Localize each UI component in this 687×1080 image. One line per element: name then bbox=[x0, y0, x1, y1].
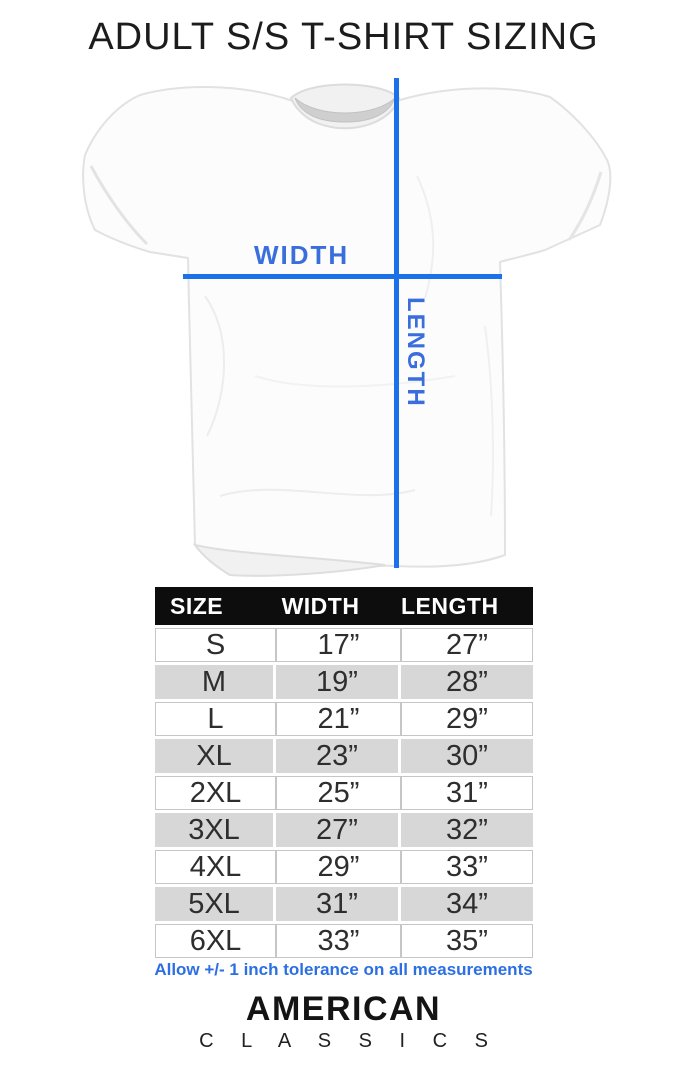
cell-width: 17” bbox=[276, 628, 401, 662]
cell-width: 19” bbox=[276, 665, 401, 699]
size-table bbox=[155, 584, 533, 961]
cell-length: 29” bbox=[401, 702, 533, 736]
cell-length: 32” bbox=[401, 813, 533, 847]
cell-length: 35” bbox=[401, 924, 533, 958]
brand-logo bbox=[0, 990, 687, 1053]
table-row bbox=[155, 813, 533, 847]
cell-length: 27” bbox=[401, 628, 533, 662]
table-row bbox=[155, 739, 533, 773]
header-width: WIDTH bbox=[276, 587, 401, 625]
brand-logo-line1: AMERICAN bbox=[245, 990, 442, 1028]
cell-width: 23” bbox=[276, 739, 401, 773]
cell-size: XL bbox=[155, 739, 276, 773]
tshirt-body bbox=[83, 87, 610, 575]
cell-size: 6XL bbox=[155, 924, 276, 958]
cell-width: 25” bbox=[276, 776, 401, 810]
cell-size: 2XL bbox=[155, 776, 276, 810]
cell-length: 33” bbox=[401, 850, 533, 884]
cell-length: 31” bbox=[401, 776, 533, 810]
page-title: ADULT S/S T-SHIRT SIZING bbox=[88, 16, 599, 58]
cell-width: 31” bbox=[276, 887, 401, 921]
table-row bbox=[155, 628, 533, 662]
width-label: WIDTH bbox=[254, 240, 350, 270]
table-row bbox=[155, 776, 533, 810]
size-table-body bbox=[155, 628, 533, 958]
width-measure-line bbox=[183, 274, 502, 279]
cell-width: 33” bbox=[276, 924, 401, 958]
header-size: SIZE bbox=[155, 587, 276, 625]
size-table-header bbox=[155, 587, 533, 625]
cell-length: 34” bbox=[401, 887, 533, 921]
brand-logo-line2: C L A S S I C S bbox=[199, 1030, 499, 1052]
table-row bbox=[155, 850, 533, 884]
table-row bbox=[155, 887, 533, 921]
header-length: LENGTH bbox=[401, 587, 533, 625]
length-measure-line bbox=[394, 78, 399, 568]
table-row bbox=[155, 924, 533, 958]
table-row bbox=[155, 665, 533, 699]
cell-width: 27” bbox=[276, 813, 401, 847]
cell-width: 29” bbox=[276, 850, 401, 884]
cell-width: 21” bbox=[276, 702, 401, 736]
cell-size: 4XL bbox=[155, 850, 276, 884]
header-row bbox=[155, 587, 533, 625]
cell-size: L bbox=[155, 702, 276, 736]
cell-length: 30” bbox=[401, 739, 533, 773]
cell-size: 5XL bbox=[155, 887, 276, 921]
table-row bbox=[155, 702, 533, 736]
tshirt-image bbox=[55, 76, 625, 581]
length-label: LENGTH bbox=[402, 297, 429, 408]
tolerance-note: Allow +/- 1 inch tolerance on all measurements bbox=[154, 960, 533, 979]
cell-size: S bbox=[155, 628, 276, 662]
cell-size: 3XL bbox=[155, 813, 276, 847]
cell-size: M bbox=[155, 665, 276, 699]
cell-length: 28” bbox=[401, 665, 533, 699]
